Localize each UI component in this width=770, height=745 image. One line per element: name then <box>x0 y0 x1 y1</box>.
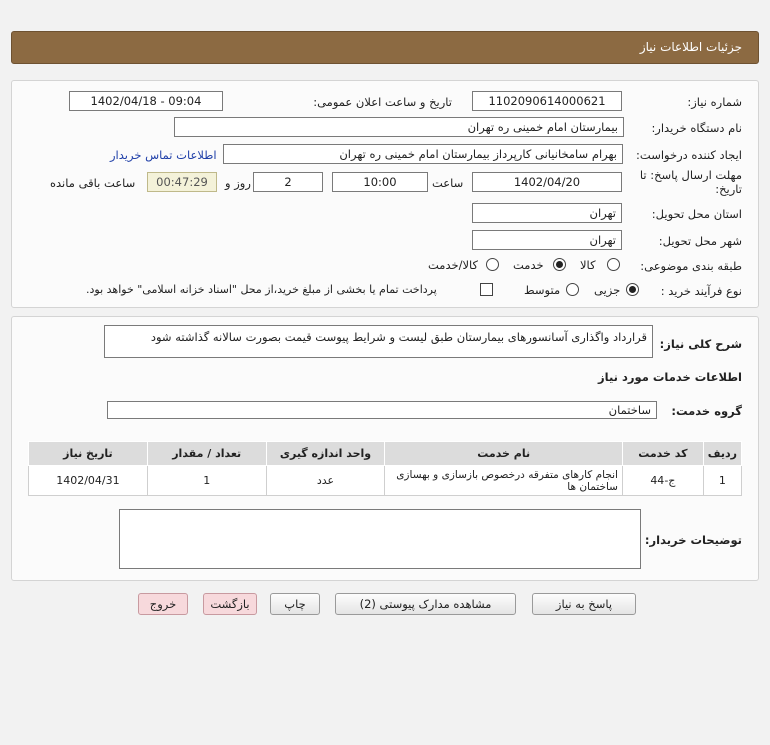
purchase-minor-radio[interactable] <box>626 283 639 296</box>
cell-code: ج-44 <box>622 466 703 496</box>
cell-date: 1402/04/31 <box>29 466 148 496</box>
city-field: تهران <box>472 230 622 250</box>
deadline-label-line2: تاریخ: <box>715 182 742 196</box>
purchase-medium-radio[interactable] <box>566 283 579 296</box>
table-row <box>29 466 742 496</box>
category-service-label: خدمت <box>513 258 544 272</box>
services-table <box>28 441 742 496</box>
deadline-date-field: 1402/04/20 <box>472 172 622 192</box>
cell-qty: 1 <box>147 466 266 496</box>
cell-unit: عدد <box>266 466 385 496</box>
remaining-time-field: 00:47:29 <box>147 172 217 192</box>
view-docs-button[interactable]: مشاهده مدارک پیوستی (2) <box>335 593 516 615</box>
buyer-contact-link[interactable]: اطلاعات تماس خریدار <box>110 148 217 162</box>
announce-label: تاریخ و ساعت اعلان عمومی: <box>313 95 452 109</box>
service-group-label: گروه خدمت: <box>671 404 742 418</box>
deadline-days-label: روز و <box>225 176 251 190</box>
buyer-notes-label: توضیحات خریدار: <box>644 533 742 547</box>
buyer-org-label: نام دستگاه خریدار: <box>651 121 742 135</box>
buyer-org-field: بیمارستان امام خمینی ره تهران <box>174 117 624 137</box>
treasury-payment-note: پرداخت تمام یا بخشی از مبلغ خرید،از محل "اسناد خزانه اسلامی" خواهد بود. <box>86 283 437 296</box>
summary-label: شرح کلی نیاز: <box>659 337 742 351</box>
category-service-radio[interactable] <box>553 258 566 271</box>
category-goods-service-radio[interactable] <box>486 258 499 271</box>
exit-button[interactable]: خروج <box>138 593 188 615</box>
category-goods-radio[interactable] <box>607 258 620 271</box>
print-button[interactable]: چاپ <box>270 593 320 615</box>
deadline-time-label: ساعت <box>432 176 464 190</box>
page-header <box>11 31 759 64</box>
need-number-field: 1102090614000621 <box>472 91 622 111</box>
category-label: طبقه بندی موضوعی: <box>640 259 742 273</box>
need-number-label: شماره نیاز: <box>687 95 742 109</box>
col-qty: تعداد / مقدار <box>147 442 266 466</box>
purchase-minor-label: جزیی <box>594 283 621 297</box>
remaining-time-label: ساعت باقی مانده <box>50 176 136 190</box>
creator-label: ایجاد کننده درخواست: <box>636 148 742 162</box>
category-goods-service-label: کالا/خدمت <box>428 258 479 272</box>
reply-button[interactable]: پاسخ به نیاز <box>532 593 636 615</box>
province-label: استان محل تحویل: <box>651 207 742 221</box>
announce-field: 1402/04/18 - 09:04 <box>69 91 223 111</box>
page-title: جزئیات اطلاعات نیاز <box>639 40 742 54</box>
col-unit: واحد اندازه گیری <box>266 442 385 466</box>
buyer-notes-field[interactable] <box>119 509 641 569</box>
need-info-panel <box>11 80 759 308</box>
cell-name: انجام کارهای متفرقه درخصوص بازسازی و بهسازی ساختمان ها <box>385 466 623 496</box>
col-code: کد خدمت <box>622 442 703 466</box>
creator-field: بهرام سامخانیانی کارپرداز بیمارستان امام خمینی ره تهران <box>223 144 623 164</box>
purchase-type-label: نوع فرآیند خرید : <box>660 284 742 298</box>
city-label: شهر محل تحویل: <box>658 234 742 248</box>
treasury-payment-checkbox[interactable] <box>480 283 493 296</box>
category-goods-label: کالا <box>580 258 596 272</box>
cell-row: 1 <box>703 466 741 496</box>
deadline-days-field: 2 <box>253 172 323 192</box>
deadline-label-line1: مهلت ارسال پاسخ: تا <box>639 168 742 182</box>
col-name: نام خدمت <box>385 442 623 466</box>
deadline-time-field: 10:00 <box>332 172 428 192</box>
col-row: ردیف <box>703 442 741 466</box>
province-field: تهران <box>472 203 622 223</box>
col-date: تاریخ نیاز <box>29 442 148 466</box>
service-group-field: ساختمان <box>107 401 657 419</box>
back-button[interactable]: بازگشت <box>203 593 257 615</box>
summary-field: قرارداد واگذاری آسانسورهای بیمارستان طبق لیست و شرایط پیوست قیمت بصورت سالانه گذاشته شود <box>104 325 653 358</box>
purchase-medium-label: متوسط <box>524 283 561 297</box>
table-header-row <box>29 442 742 466</box>
services-section-title: اطلاعات خدمات مورد نیاز <box>598 370 742 384</box>
